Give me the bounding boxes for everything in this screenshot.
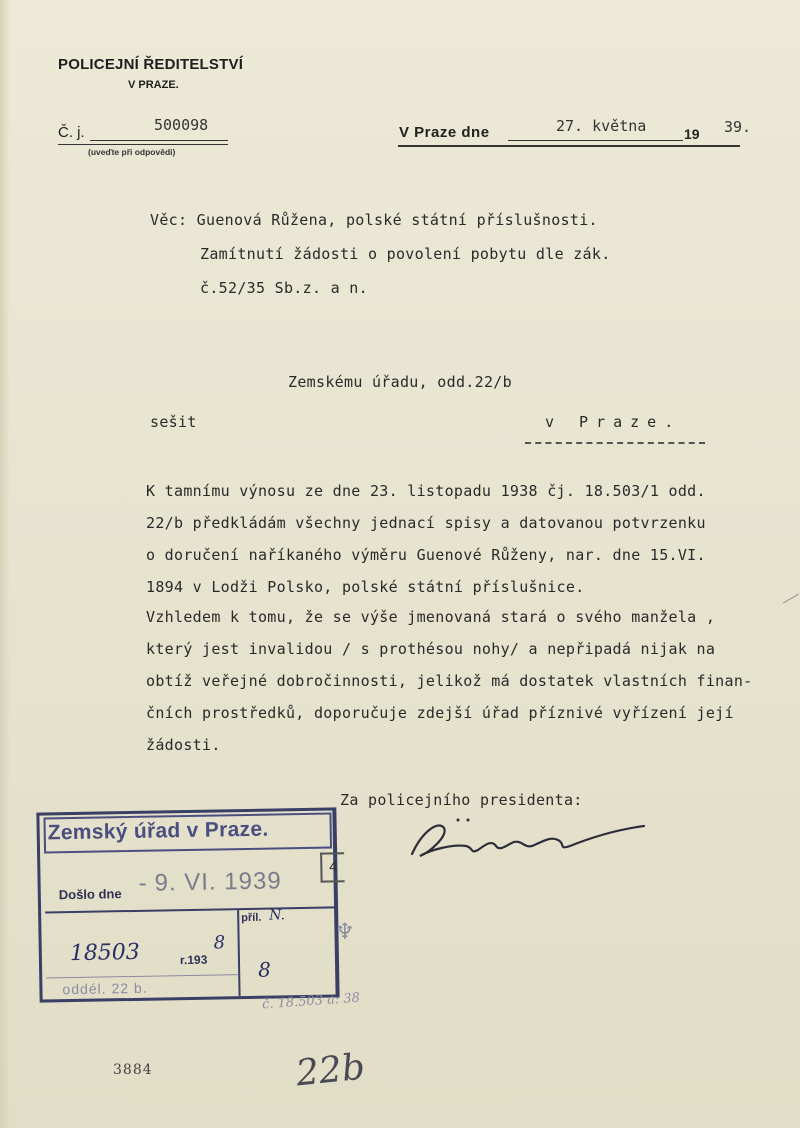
date-year: 39.: [724, 118, 752, 136]
body-line: o doručení naříkaného výměru Guenové Růženy, nar. dne 15.VI.: [146, 546, 706, 564]
body-line: čních prostředků, doporučuje zdejší úřad příznivé vyřízení její: [146, 704, 734, 722]
stamp-title: Zemský úřad v Praze.: [47, 817, 269, 845]
body-line: který jest invalidou / s prothésou nohy/ a nepřipadá nijak na: [146, 640, 716, 658]
reference-double-underline: [58, 144, 228, 145]
stamp-year-label: r.193: [179, 952, 208, 968]
addressee-sesit: sešit: [150, 413, 197, 431]
body-line: K tamnímu výnosu ze dne 23. listopadu 1938 čj. 18.503/1 odd.: [146, 482, 706, 500]
body-line: 22/b předkládám všechny jednací spisy a datovanou potvrzenku: [146, 514, 706, 532]
addressee-dashed-rule: [525, 442, 705, 444]
stamp-box-number: 4: [320, 852, 345, 882]
date-label: V Praze dne: [399, 124, 490, 141]
addressee-city: v Praze.: [545, 413, 682, 431]
handwritten-signature: [400, 810, 650, 870]
subject-line-3: č.52/35 Sb.z. a n.: [200, 279, 368, 297]
registry-stamp: [36, 807, 339, 1002]
stamp-count: 8: [257, 957, 272, 982]
stamp-bottom-rule: [46, 974, 238, 978]
body-line: obtíž veřejné dobročinnosti, jelikož má dostatek vlastních finan-: [146, 672, 753, 690]
footer-number: 3884: [113, 1062, 153, 1078]
date-century: 19: [684, 126, 700, 142]
reference-number: 500098: [154, 116, 209, 134]
header-organization: POLICEJNÍ ŘEDITELSTVÍ: [58, 56, 244, 73]
edge-mark: [783, 594, 799, 604]
stamp-year-value: 8: [213, 932, 226, 954]
date-underline: [508, 140, 683, 141]
header-city: V PRAZE.: [128, 79, 179, 91]
pencil-scribble-icon: ♆: [335, 920, 355, 945]
body-line: Vzhledem k tomu, že se výše jmenovaná stará o svého manžela ,: [146, 608, 716, 626]
body-line: 1894 v Lodži Polsko, polské státní příslušnice.: [146, 578, 585, 596]
stamp-divider: [45, 906, 335, 913]
stamp-attachments-value: N.: [269, 907, 286, 924]
reference-note: (uveďte při odpovědi): [88, 147, 176, 157]
signature-label: Za policejního presidenta:: [340, 791, 583, 809]
stamp-received-date: 9. VI. 1939: [154, 867, 282, 897]
stamp-file-number: 18503: [69, 939, 141, 967]
page-fold-shadow: [0, 0, 10, 1128]
reference-label: Č. j.: [58, 124, 85, 141]
stamp-vertical-divider: [237, 910, 241, 996]
addressee-office: Zemskému úřadu, odd.22/b: [288, 373, 512, 391]
stamp-attachments-label: příl.: [241, 911, 262, 925]
footer-department: 22b: [294, 1046, 367, 1095]
pencil-reference: č. 18.503 a: 38: [261, 990, 361, 1013]
date-day-month: 27. května: [556, 117, 647, 135]
stamp-received-label: Došlo dne: [58, 886, 122, 903]
subject-line-2: Zamítnutí žádosti o povolení pobytu dle zák.: [200, 245, 611, 263]
subject-line-1: Věc: Guenová Růžena, polské státní příslušnosti.: [150, 211, 598, 229]
stamp-received-prefix: -: [138, 869, 147, 897]
body-line: žádosti.: [146, 736, 221, 754]
date-rule: [398, 145, 740, 147]
reference-underline: [90, 140, 228, 141]
stamp-department: oddél. 22 b.: [62, 979, 148, 998]
